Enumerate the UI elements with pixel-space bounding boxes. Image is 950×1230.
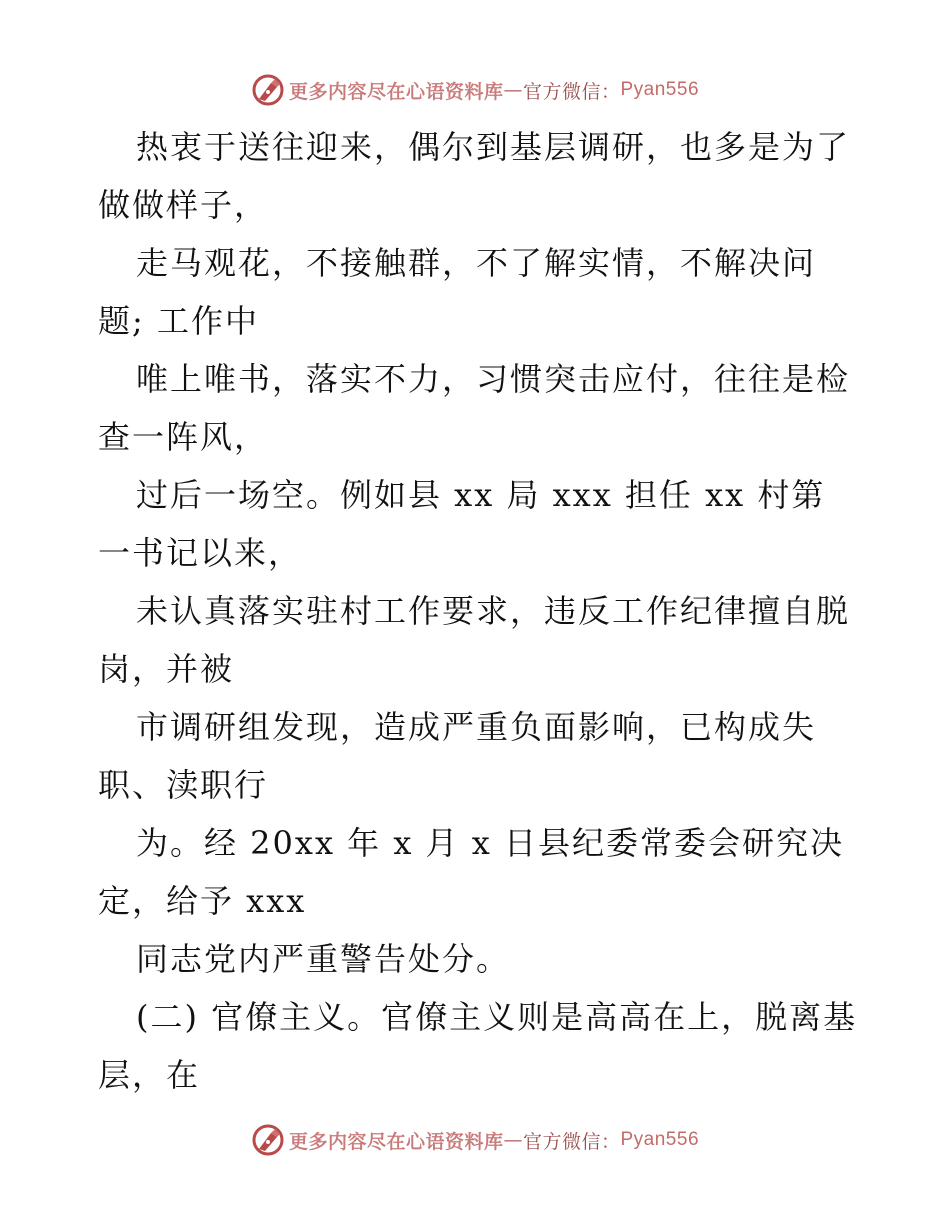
watermark-separator: — (503, 79, 523, 101)
pen-nib-logo-icon (251, 73, 285, 107)
watermark-label: 官方微信： (522, 1130, 621, 1153)
text-line: 未认真落实驻村工作要求，违反工作纪律擅自脱 (136, 592, 851, 630)
text-line: 热衷于送往迎来，偶尔到基层调研，也多是为了 (136, 128, 851, 166)
text-line: 过后一场空。例如县 xx 局 xxx 担任 xx 村第 (136, 476, 826, 514)
watermark-account: Pyan556 (620, 79, 700, 100)
document-body (98, 118, 858, 1104)
text-line: 查一阵风， (98, 418, 269, 456)
text-line: 市调研组发现，造成严重负面影响，已构成失 (136, 708, 817, 746)
watermark-separator: — (503, 1129, 523, 1151)
text-line: 同志党内严重警告处分。 (136, 940, 511, 978)
text-line: 做做样子， (98, 186, 269, 224)
watermark-site-text: 更多内容尽在心语资料库 (288, 1130, 504, 1153)
text-line: (二) 官僚主义。官僚主义则是高高在上，脱离基 (136, 998, 858, 1036)
text-line: 题; 工作中 (98, 302, 259, 340)
text-line: 岗，并被 (98, 650, 235, 688)
text-line: 层，在 (98, 1056, 201, 1094)
watermark-site-text: 更多内容尽在心语资料库 (288, 80, 504, 103)
text-line: 走马观花，不接触群，不了解实情，不解决问 (136, 244, 817, 282)
footer-watermark (0, 1122, 950, 1158)
header-watermark (0, 72, 950, 108)
watermark-label: 官方微信： (522, 80, 621, 103)
text-line: 职、渎职行 (98, 766, 269, 804)
text-line: 定，给予 xxx (98, 882, 307, 920)
pen-nib-logo-icon (251, 1123, 285, 1157)
watermark-account: Pyan556 (620, 1129, 700, 1150)
text-line: 为。经 20xx 年 x 月 x 日县纪委常委会研究决 (136, 824, 844, 862)
text-line: 唯上唯书，落实不力，习惯突击应付，往往是检 (136, 360, 851, 398)
text-line: 一书记以来， (98, 534, 303, 572)
